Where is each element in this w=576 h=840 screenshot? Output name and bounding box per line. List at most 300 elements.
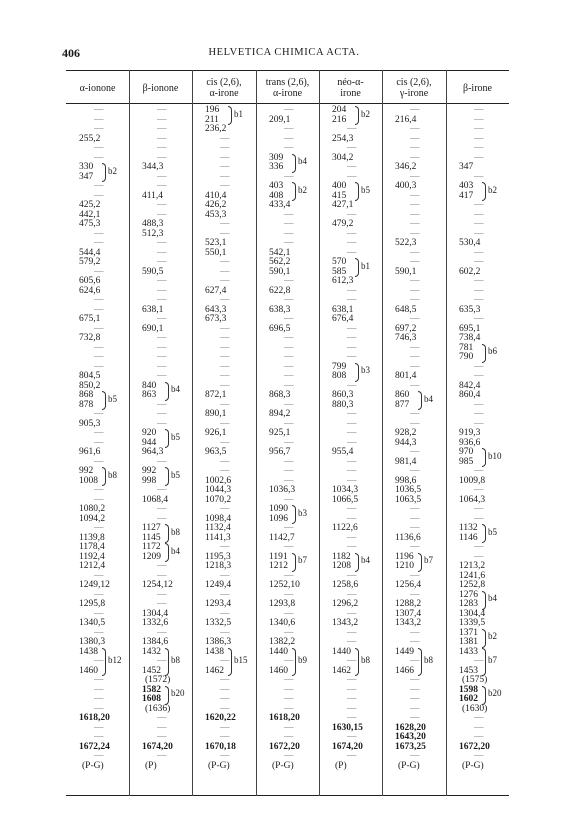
table-cell: 612,3 [332,276,354,286]
table-cell: 842,4 [459,380,481,391]
table-cell: — [220,380,230,391]
table-cell: 1142,7 [269,532,295,543]
table-cell: — [474,124,484,134]
table-cell: 868 [79,390,94,400]
table-cell: 992 [79,466,94,476]
column-header-line: cis (2,6), [206,77,242,88]
table-cell: 944,3 [395,437,417,448]
band-brace [482,182,486,201]
table-cell: — [94,361,104,372]
table-cell: — [474,722,484,733]
table-cell: — [157,276,167,286]
table-cell: 1063,5 [395,494,422,505]
column-header-line: néo-α- [337,77,364,88]
table-cell: — [94,323,104,334]
table-cell: 330 [79,162,94,172]
table-cell: — [157,722,167,733]
table-cell: — [94,342,104,353]
table-cell: 400,3 [395,181,417,191]
table-cell: 408 [269,190,284,201]
table-cell: 944 [142,437,157,448]
table-cell: 1146 [459,532,478,543]
table-cell: 1249,4 [205,580,232,590]
table-cell: 1258,6 [332,580,359,590]
table-cell: — [220,627,230,638]
table-cell: 570 [332,257,347,267]
table-cell: — [410,513,420,524]
table-cell: — [284,694,294,704]
table-cell: — [347,171,357,182]
band-label: b8 [171,654,180,665]
table-cell: — [220,608,230,619]
table-cell: 850,2 [79,380,101,391]
band-brace [482,648,486,677]
column-header-line: α-irone [209,88,239,99]
table-cell: — [474,276,484,286]
table-cell: 512,3 [142,228,164,239]
table-cell: 1070,2 [205,494,232,505]
table-cell: (1636) [145,703,171,714]
table-cell: — [94,608,104,619]
table-cell: — [347,209,357,220]
table-cell: — [220,418,230,429]
table-cell: — [410,352,420,362]
table-cell: — [220,437,230,448]
table-cell: — [474,200,484,210]
table-cell: 1381 [459,637,478,647]
band-brace [165,382,169,401]
table-cell: — [347,428,357,438]
table-cell: 1132,4 [205,523,231,533]
table-cell: 1195,3 [205,551,231,562]
table-cell: 1674,20 [332,741,363,752]
table-cell: — [284,466,294,476]
table-cell: — [347,627,357,638]
table-cell: — [220,589,230,600]
table-cell: — [474,485,484,495]
band-brace [292,182,296,201]
band-label: b7 [424,555,433,565]
table-cell: 808 [332,371,347,381]
band-label: b4 [171,384,180,394]
column-header-line: α-irone [272,88,303,99]
table-cell: — [94,114,104,125]
table-cell: 998 [142,475,157,486]
table-cell: 1620,22 [205,713,236,723]
table-cell: 1673,25 [395,741,426,752]
table-cell: 964,3 [142,447,164,457]
table-cell: 442,1 [79,209,101,220]
table-cell: (1575) [462,675,488,685]
table-cell: — [220,570,230,581]
band-brace [165,648,169,677]
table-cell: — [157,352,167,362]
table-cell: — [220,352,230,362]
table-cell: 676,4 [332,314,354,324]
table-cell: 1296,2 [332,599,359,609]
table-cell: — [347,143,357,153]
table-cell: 347 [459,162,474,172]
table-cell: — [410,190,420,201]
table-cell: — [220,684,230,695]
table-cell: 1276 [459,589,478,600]
table-cell: 961,6 [79,447,101,457]
table-cell: — [474,513,484,524]
table-cell: 410,4 [205,190,227,201]
table-cell: 1209 [142,551,161,562]
table-cell: 1009,8 [459,475,486,486]
table-cell: 695,1 [459,323,481,334]
table-cell: — [410,219,420,229]
table-cell: — [410,152,420,163]
table-cell: 426,2 [205,200,227,210]
table-cell: 400 [332,181,347,191]
table-cell: 981,4 [395,456,417,467]
table-cell: 1304,4 [459,608,486,619]
band-label: b15 [234,654,248,665]
table-cell: 1440 [269,646,288,657]
table-cell: — [474,143,484,153]
table-cell: 346,2 [395,162,417,172]
table-cell: — [410,627,420,638]
band-label: b5 [361,184,370,195]
table-cell: — [474,418,484,429]
table-cell: — [410,570,420,581]
table-cell: — [157,133,167,144]
table-cell: 963,5 [205,447,227,457]
table-cell: 590,1 [269,266,291,277]
table-cell: — [474,751,484,761]
table-cell: — [94,124,104,134]
table-cell: (P-G) [82,760,104,771]
band-label: b4 [171,545,180,556]
table-cell: — [410,504,420,514]
table-cell: 638,1 [332,304,354,315]
band-label: b8 [361,654,370,665]
table-cell: 1178,4 [79,542,105,552]
band-brace [355,648,359,677]
table-cell: 488,3 [142,219,164,229]
table-cell: — [94,428,104,438]
table-cell: — [220,722,230,733]
table-cell: 648,5 [395,304,417,315]
band-brace [355,106,359,125]
table-cell: 992 [142,466,157,476]
table-cell: 579,2 [79,257,101,267]
table-cell: — [410,694,420,704]
table-cell: 1674,20 [142,741,173,752]
table-cell: — [284,399,294,410]
table-cell: 590,1 [395,266,417,277]
table-cell: 635,3 [459,304,481,315]
table-cell: — [474,409,484,419]
table-cell: — [410,684,420,695]
band-brace [228,106,232,125]
table-cell: — [347,418,357,429]
table-cell: 1293,4 [205,599,232,609]
table-cell: — [284,608,294,619]
table-cell: 970 [459,447,474,457]
table-cell: — [94,352,104,362]
table-cell: — [410,133,420,144]
table-cell: — [474,285,484,296]
table-cell: — [94,732,104,742]
table-cell: 1643,20 [395,732,426,742]
table-cell: 1340,6 [269,618,296,628]
table-cell: — [284,656,294,666]
band-brace [418,553,422,572]
table-cell: — [474,713,484,723]
table-cell: 738,4 [459,333,481,343]
table-cell: 236,2 [205,124,227,134]
table-cell: 801,4 [395,371,417,381]
table-cell: — [284,333,294,343]
table-cell: 1293,8 [269,599,296,609]
table-cell: — [94,589,104,600]
table-cell: — [94,181,104,191]
table-cell: — [474,361,484,372]
table-cell: — [284,751,294,761]
table-cell: 255,2 [79,133,101,144]
table-cell: — [94,523,104,533]
table-cell: — [410,143,420,153]
table-cell: — [410,200,420,210]
table-cell: — [474,105,484,115]
table-cell: 732,8 [79,333,101,343]
table-cell: — [347,352,357,362]
table-cell: — [284,542,294,552]
table-cell: 860,3 [332,390,354,400]
table-cell: — [347,228,357,239]
table-cell: — [220,152,230,163]
band-label: b3 [298,507,307,518]
table-cell: 1608 [142,694,161,704]
table-cell: — [157,114,167,125]
table-cell: — [220,171,230,182]
band-label: b5 [108,393,117,404]
band-label: b20 [171,688,185,698]
table-cell: 928,2 [395,428,417,438]
table-cell: — [347,542,357,552]
band-brace [418,391,422,410]
table-cell: — [220,371,230,381]
table-cell: — [284,589,294,600]
table-cell: — [157,152,167,163]
table-cell: — [410,105,420,115]
page-header [62,46,506,60]
table-cell: — [157,333,167,343]
table-cell: 936,6 [459,437,481,448]
table-cell: — [347,703,357,714]
table-cell: — [410,295,420,305]
table-cell: 860 [395,390,410,400]
table-cell: — [157,599,167,609]
table-cell: — [474,247,484,258]
band-brace [482,686,486,705]
band-brace [228,648,232,677]
table-cell: 1139,8 [79,532,105,543]
table-cell: — [157,371,167,381]
table-cell: — [347,608,357,619]
table-cell: — [94,295,104,305]
table-cell: — [220,133,230,144]
column-header-line: trans (2,6), [265,77,310,88]
table-cell: — [284,171,294,182]
table-cell: — [94,266,104,277]
table-cell: 1440 [332,646,351,657]
table-cell: — [347,285,357,296]
table-cell: 1371 [459,627,478,638]
table-cell: 872,1 [205,390,227,400]
table-cell: 1672,24 [79,741,110,752]
table-cell: 585 [332,266,347,277]
table-cell: 1044,3 [205,485,232,495]
table-cell: — [94,694,104,704]
table-cell: — [347,456,357,467]
table-cell: — [347,437,357,448]
table-cell: 590,5 [142,266,164,277]
table-cell: 894,2 [269,409,291,419]
band-label: b8 [108,469,117,480]
table-cell: — [94,675,104,685]
table-cell: 1384,6 [142,637,169,647]
table-cell: 868,3 [269,390,291,400]
band-label: b12 [108,654,122,665]
table-cell: — [284,133,294,144]
table-cell: 1252,10 [269,580,300,590]
column-header-line: γ-irone [399,88,429,99]
table-cell: — [220,399,230,410]
table-cell: 920 [142,428,157,438]
table-cell: — [220,276,230,286]
table-cell: — [94,722,104,733]
table-cell: 1256,4 [395,580,422,590]
column-header-line: β-irone [463,82,492,94]
table-cell: 1212,4 [79,561,106,571]
band-label: b9 [298,654,307,665]
band-brace [165,467,169,486]
table-cell: — [220,266,230,277]
table-cell: 622,8 [269,285,291,296]
table-cell: 336 [269,162,284,172]
table-cell: 309 [269,152,284,163]
table-cell: 1602 [459,694,478,704]
table-cell: — [94,751,104,761]
table-cell: 1288,2 [395,599,422,609]
table-cell: — [94,238,104,248]
table-cell: — [474,399,484,410]
table-cell: 799 [332,361,347,372]
band-label: b8 [424,654,433,665]
table-cell: 1066,5 [332,494,359,505]
table-cell: 1462 [332,665,351,676]
table-cell: — [284,342,294,353]
table-cell: — [94,437,104,448]
table-cell: 1460 [269,665,288,676]
band-label: b20 [488,688,502,698]
table-cell: 1034,3 [332,485,359,495]
table-cell: — [220,257,230,267]
table-cell: 1295,8 [79,599,106,609]
table-cell: 624,6 [79,285,101,296]
table-cell: — [157,409,167,419]
column-header-line: β-ionone [142,82,179,94]
table-cell: — [410,380,420,391]
table-cell: — [220,466,230,476]
table-cell: 1208 [332,561,351,571]
table-cell: — [347,333,357,343]
band-brace [102,391,106,410]
table-cell: 880,3 [332,399,354,410]
table-cell: — [220,542,230,552]
table-cell: — [220,333,230,343]
table-cell: — [347,238,357,248]
table-cell: — [157,209,167,220]
table-cell: — [220,162,230,172]
table-cell: 1213,2 [459,561,486,571]
table-cell: — [220,181,230,191]
band-label: b8 [171,526,180,537]
table-cell: — [157,456,167,467]
table-cell: 690,1 [142,323,164,334]
table-cell: — [284,703,294,714]
table-cell: 1218,3 [205,561,232,571]
band-brace [482,524,486,543]
table-cell: 523,1 [205,238,227,248]
table-cell: (P-G) [462,760,484,771]
table-cell: 955,4 [332,447,354,457]
table-cell: (P-G) [398,760,420,771]
table-cell: — [347,675,357,685]
table-cell: — [410,276,420,286]
table-cell: 1462 [205,665,224,676]
table-cell: 1432 [142,646,161,657]
table-cell: — [157,105,167,115]
table-cell: — [94,627,104,638]
table-cell: 638,1 [142,304,164,315]
table-cell: 1582 [142,684,161,695]
table-cell: 627,4 [205,285,227,296]
table-cell: — [410,713,420,723]
table-cell: — [94,656,104,666]
table-body [66,70,509,798]
table-cell: 1090 [269,504,288,514]
table-cell: — [94,228,104,239]
table-cell: — [157,295,167,305]
table-cell: 1182 [332,551,351,562]
table-cell: — [347,751,357,761]
band-label: b2 [488,631,497,641]
table-cell: — [474,371,484,381]
table-cell: 1340,5 [79,618,106,628]
table-cell: — [410,656,420,666]
table-cell: — [347,656,357,666]
band-label: b2 [108,165,117,176]
band-label: b5 [171,431,180,442]
table-cell: 211 [205,114,219,125]
table-cell: — [284,238,294,248]
table-cell: 1145 [142,532,161,543]
table-cell: 1386,3 [205,637,232,647]
table-cell: 675,1 [79,314,101,324]
table-cell: (P-G) [272,760,294,771]
table-cell: — [94,304,104,315]
table-cell: — [410,247,420,258]
table-cell: — [347,247,357,258]
table-cell: — [410,466,420,476]
table-cell: 1672,20 [269,741,300,752]
band-label: b7 [298,555,307,565]
